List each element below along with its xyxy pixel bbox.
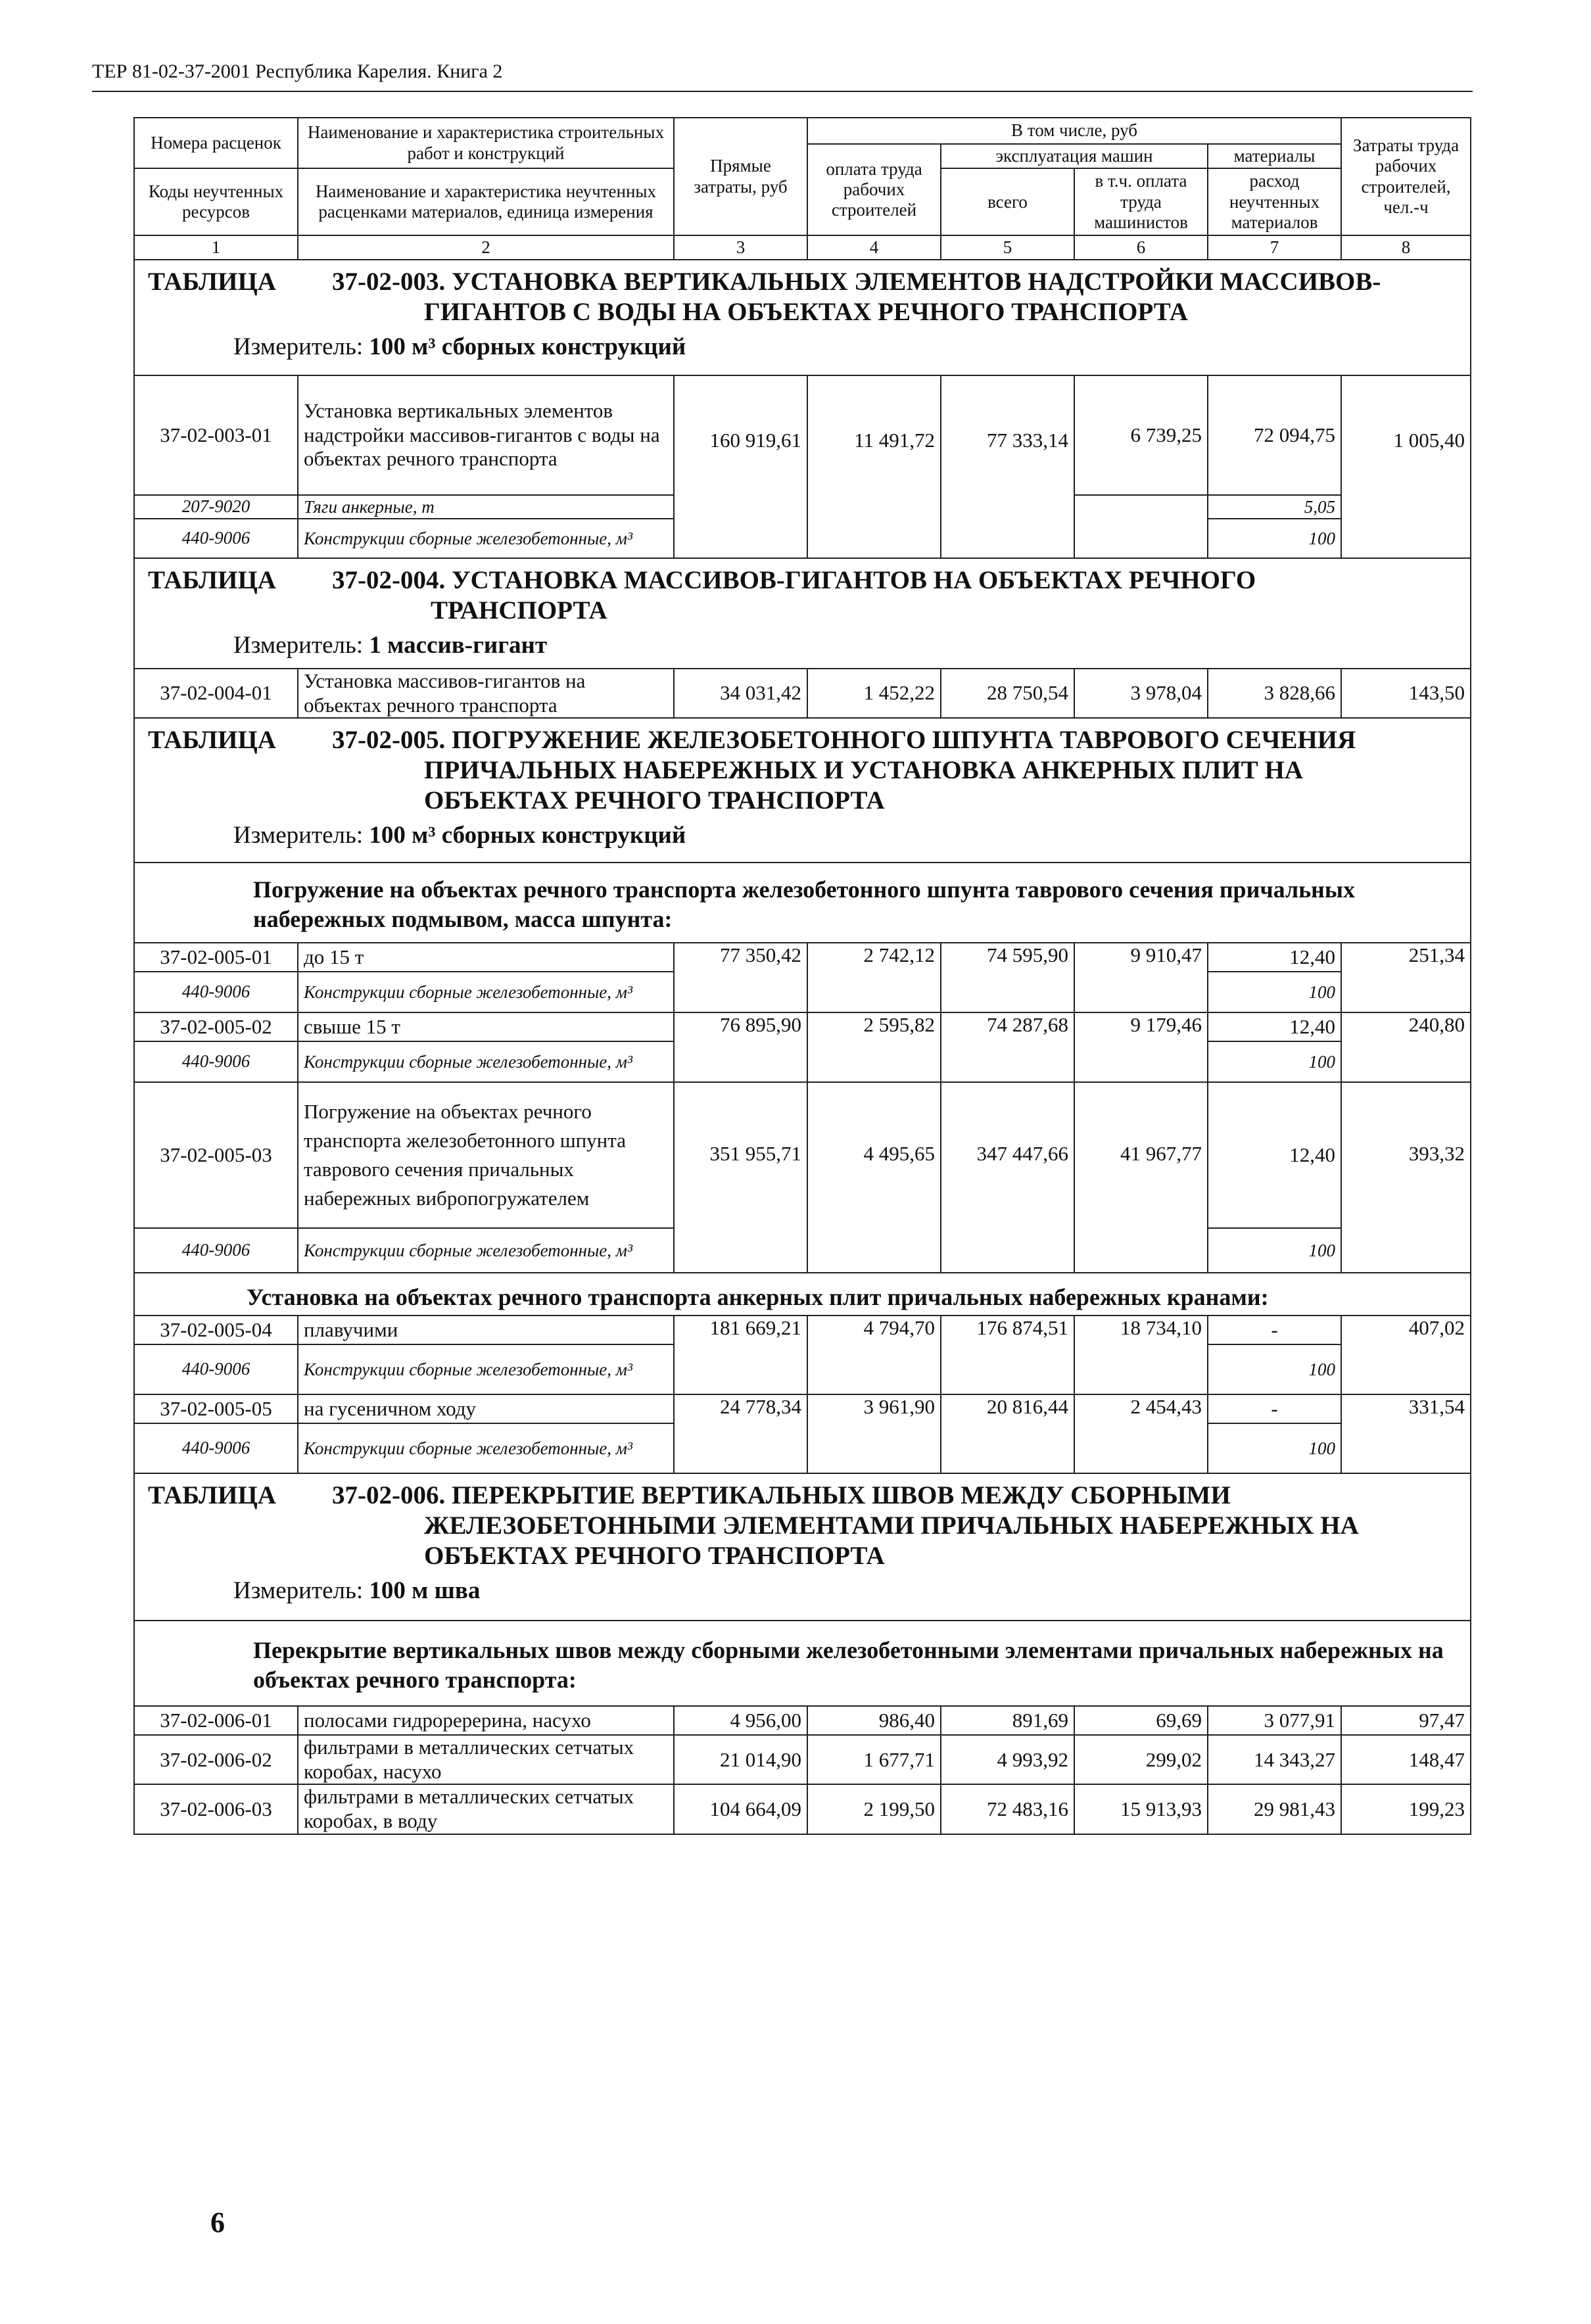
machines-total: 891,69 (941, 1706, 1074, 1735)
col-header-including: В том числе, руб (807, 118, 1341, 144)
direct-costs: 21 014,90 (674, 1735, 807, 1784)
table-row (134, 1784, 1471, 1834)
labor-pay: 1 452,22 (807, 669, 941, 718)
labor-cost: 1 005,40 (1341, 375, 1471, 558)
resource-code: 440-9006 (134, 1041, 298, 1082)
title-line: 37-02-003. УСТАНОВКА ВЕРТИКАЛЬНЫХ ЭЛЕМЕНТОВ НАДСТРОЙКИ МАССИВОВ- (332, 268, 1381, 296)
resource-name: Конструкции сборные железобетонные, м³ (298, 1344, 674, 1394)
labor-pay: 4 495,65 (807, 1082, 941, 1273)
rate-name: полосами гидроререрина, насухо (298, 1706, 674, 1735)
title-line: 37-02-004. УСТАНОВКА МАССИВОВ-ГИГАНТОВ НА ОБЪЕКТАХ РЕЧНОГО (332, 566, 1256, 595)
resource-code: 440-9006 (134, 519, 298, 558)
empty-cell (1074, 495, 1208, 558)
labor-cost: 199,23 (1341, 1784, 1471, 1834)
col-header-machines: эксплуатация машин (941, 144, 1208, 168)
rate-name: на гусеничном ходу (298, 1394, 674, 1423)
resource-name: Конструкции сборные железобетонные, м³ (298, 972, 674, 1012)
col-header-codes-bottom: Коды неучтенных ресурсов (134, 168, 298, 235)
table-row (134, 1316, 1471, 1344)
rate-code: 37-02-004-01 (134, 669, 298, 718)
materials: 29 981,43 (1208, 1784, 1341, 1834)
machines-total: 4 993,92 (941, 1735, 1074, 1784)
rate-code: 37-02-005-02 (134, 1012, 298, 1041)
resource-name: Тяги анкерные, т (298, 495, 674, 519)
title-line: 37-02-005. ПОГРУЖЕНИЕ ЖЕЛЕЗОБЕТОННОГО ШПУНТА ТАВРОВОГО СЕЧЕНИЯ (332, 726, 1356, 755)
direct-costs: 24 778,34 (674, 1394, 807, 1473)
machines-total: 72 483,16 (941, 1784, 1074, 1834)
machines-total: 77 333,14 (941, 375, 1074, 558)
labor-cost: 143,50 (1341, 669, 1471, 718)
materials: 72 094,75 (1208, 375, 1341, 495)
rate-code: 37-02-005-03 (134, 1082, 298, 1228)
resource-qty: 100 (1208, 519, 1341, 558)
table-row (134, 1735, 1471, 1784)
materials: 12,40 (1208, 1012, 1341, 1041)
labor-cost: 331,54 (1341, 1394, 1471, 1473)
group-heading: Установка на объектах речного транспорта анкерных плит причальных набережных кранами: (134, 1273, 1471, 1316)
machines-total: 28 750,54 (941, 669, 1074, 718)
col-number: 1 (134, 235, 298, 260)
table-label: ТАБЛИЦА (148, 726, 276, 755)
table-title-37-02-005 (134, 718, 1471, 863)
col-number: 2 (298, 235, 674, 260)
unit-line: Измеритель: 100 м³ сборных конструкций (233, 822, 686, 849)
title-line: ТРАНСПОРТА (431, 596, 607, 625)
rate-code: 37-02-005-01 (134, 943, 298, 972)
resource-qty: 100 (1208, 1423, 1341, 1473)
table-title-37-02-003 (134, 260, 1471, 375)
materials: 14 343,27 (1208, 1735, 1341, 1784)
title-line: ПРИЧАЛЬНЫХ НАБЕРЕЖНЫХ И УСТАНОВКА АНКЕРНЫХ ПЛИТ НА (424, 756, 1304, 785)
rate-code: 37-02-006-03 (134, 1784, 298, 1834)
col-header-materials: материалы (1208, 144, 1341, 168)
title-line: ЖЕЛЕЗОБЕТОННЫМИ ЭЛЕМЕНТАМИ ПРИЧАЛЬНЫХ НАБЕРЕЖНЫХ НА (424, 1511, 1359, 1540)
column-number-row (134, 235, 1471, 260)
rate-name: Погружение на объектах речного транспорта железобетонного шпунта таврового сечения причальных набережных вибропогружателем (298, 1082, 674, 1228)
table-row (134, 375, 1471, 495)
labor-pay: 1 677,71 (807, 1735, 941, 1784)
unit-line: Измеритель: 1 массив-гигант (233, 632, 548, 659)
labor-cost: 407,02 (1341, 1316, 1471, 1394)
rate-name: свыше 15 т (298, 1012, 674, 1041)
resource-name: Конструкции сборные железобетонные, м³ (298, 1041, 674, 1082)
resource-qty: 5,05 (1208, 495, 1341, 519)
unit-line: Измеритель: 100 м³ сборных конструкций (233, 333, 686, 361)
col-header-codes-top: Номера расценок (134, 118, 298, 168)
rate-code: 37-02-006-01 (134, 1706, 298, 1735)
unit-value: 1 массив-гигант (369, 632, 548, 659)
running-head: ТЕР 81-02-37-2001 Республика Карелия. Книга 2 (92, 60, 503, 82)
operators-pay: 9 179,46 (1074, 1012, 1208, 1082)
col-header-labor-pay: оплата труда рабочих строителей (807, 144, 941, 235)
operators-pay: 2 454,43 (1074, 1394, 1208, 1473)
operators-pay: 18 734,10 (1074, 1316, 1208, 1394)
machines-total: 74 595,90 (941, 943, 1074, 1012)
labor-cost: 251,34 (1341, 943, 1471, 1012)
col-header-name-bottom: Наименование и характеристика неучтенных расценками материалов, единица измерения (298, 168, 674, 235)
resource-name: Конструкции сборные железобетонные, м³ (298, 1423, 674, 1473)
labor-cost: 393,32 (1341, 1082, 1471, 1273)
col-header-incl-operators: в т.ч. оплата труда машинистов (1074, 168, 1208, 235)
labor-cost: 148,47 (1341, 1735, 1471, 1784)
unit-value: 100 м³ сборных конструкций (369, 822, 686, 849)
table-label: ТАБЛИЦА (148, 1481, 276, 1510)
labor-cost: 240,80 (1341, 1012, 1471, 1082)
rate-code: 37-02-005-04 (134, 1316, 298, 1344)
labor-pay: 3 961,90 (807, 1394, 941, 1473)
labor-cost: 97,47 (1341, 1706, 1471, 1735)
machines-total: 74 287,68 (941, 1012, 1074, 1082)
direct-costs: 77 350,42 (674, 943, 807, 1012)
machines-total: 347 447,66 (941, 1082, 1074, 1273)
machines-total: 20 816,44 (941, 1394, 1074, 1473)
table-row (134, 1082, 1471, 1228)
table-row (134, 1012, 1471, 1041)
direct-costs: 76 895,90 (674, 1012, 807, 1082)
col-number: 8 (1341, 235, 1471, 260)
machines-total: 176 874,51 (941, 1316, 1074, 1394)
table-label: ТАБЛИЦА (148, 566, 276, 595)
title-line: ОБЪЕКТАХ РЕЧНОГО ТРАНСПОРТА (424, 1542, 885, 1571)
col-header-unaccounted: расход неучтенных материалов (1208, 168, 1341, 235)
operators-pay: 6 739,25 (1074, 375, 1208, 495)
resource-name: Конструкции сборные железобетонные, м³ (298, 519, 674, 558)
unit-line: Измеритель: 100 м шва (233, 1577, 481, 1605)
resource-code: 207-9020 (134, 495, 298, 519)
price-table-document (133, 117, 1470, 1835)
operators-pay: 15 913,93 (1074, 1784, 1208, 1834)
resource-qty: 100 (1208, 1041, 1341, 1082)
table-row (134, 1706, 1471, 1735)
rate-name: до 15 т (298, 943, 674, 972)
labor-pay: 4 794,70 (807, 1316, 941, 1394)
col-number: 5 (941, 235, 1074, 260)
operators-pay: 299,02 (1074, 1735, 1208, 1784)
direct-costs: 351 955,71 (674, 1082, 807, 1273)
operators-pay: 41 967,77 (1074, 1082, 1208, 1273)
rate-name: Установка вертикальных элементов надстройки массивов-гигантов с воды на объектах речного транспорта (298, 375, 674, 495)
col-number: 3 (674, 235, 807, 260)
unit-value: 100 м шва (369, 1577, 481, 1605)
col-header-labor-cost: Затраты труда рабочих строителей, чел.-ч (1341, 118, 1471, 235)
table-title-37-02-006 (134, 1473, 1471, 1621)
resource-qty: 100 (1208, 1344, 1341, 1394)
direct-costs: 4 956,00 (674, 1706, 807, 1735)
col-header-direct-costs: Прямые затраты, руб (674, 118, 807, 235)
resource-qty: 100 (1208, 1228, 1341, 1273)
direct-costs: 181 669,21 (674, 1316, 807, 1394)
labor-pay: 2 595,82 (807, 1012, 941, 1082)
materials: 12,40 (1208, 1082, 1341, 1228)
labor-pay: 2 742,12 (807, 943, 941, 1012)
resource-code: 440-9006 (134, 1228, 298, 1273)
title-line: ОБЪЕКТАХ РЕЧНОГО ТРАНСПОРТА (424, 786, 885, 815)
materials: 3 828,66 (1208, 669, 1341, 718)
resource-code: 440-9006 (134, 972, 298, 1012)
header-rule (92, 91, 1473, 92)
rate-code: 37-02-006-02 (134, 1735, 298, 1784)
materials: 12,40 (1208, 943, 1341, 972)
rate-code: 37-02-003-01 (134, 375, 298, 495)
labor-pay: 11 491,72 (807, 375, 941, 558)
group-heading: Погружение на объектах речного транспорта железобетонного шпунта таврового сечения причальных набережных подмывом, масса шпунта: (134, 863, 1471, 943)
operators-pay: 3 978,04 (1074, 669, 1208, 718)
operators-pay: 69,69 (1074, 1706, 1208, 1735)
labor-pay: 2 199,50 (807, 1784, 941, 1834)
col-number: 6 (1074, 235, 1208, 260)
rate-name: плавучими (298, 1316, 674, 1344)
table-row (134, 943, 1471, 972)
resource-code: 440-9006 (134, 1423, 298, 1473)
col-number: 7 (1208, 235, 1341, 260)
price-table (133, 117, 1471, 1835)
direct-costs: 34 031,42 (674, 669, 807, 718)
materials: - (1208, 1316, 1341, 1344)
rate-name: Установка массивов-гигантов на объектах речного транспорта (298, 669, 674, 718)
direct-costs: 104 664,09 (674, 1784, 807, 1834)
table-row (134, 669, 1471, 718)
labor-pay: 986,40 (807, 1706, 941, 1735)
table-label: ТАБЛИЦА (148, 268, 276, 296)
resource-qty: 100 (1208, 972, 1341, 1012)
title-line: ГИГАНТОВ С ВОДЫ НА ОБЪЕКТАХ РЕЧНОГО ТРАНСПОРТА (424, 298, 1188, 327)
title-line: 37-02-006. ПЕРЕКРЫТИЕ ВЕРТИКАЛЬНЫХ ШВОВ МЕЖДУ СБОРНЫМИ (332, 1481, 1231, 1510)
unit-value: 100 м³ сборных конструкций (369, 333, 686, 361)
direct-costs: 160 919,61 (674, 375, 807, 558)
table-title-37-02-004 (134, 558, 1471, 669)
resource-name: Конструкции сборные железобетонные, м³ (298, 1228, 674, 1273)
table-row (134, 1394, 1471, 1423)
rate-code: 37-02-005-05 (134, 1394, 298, 1423)
page-number: 6 (210, 2206, 225, 2239)
col-number: 4 (807, 235, 941, 260)
materials: - (1208, 1394, 1341, 1423)
col-header-machines-total: всего (941, 168, 1074, 235)
materials: 3 077,91 (1208, 1706, 1341, 1735)
resource-code: 440-9006 (134, 1344, 298, 1394)
rate-name: фильтрами в металлических сетчатых коробах, насухо (298, 1735, 674, 1784)
rate-name: фильтрами в металлических сетчатых коробах, в воду (298, 1784, 674, 1834)
group-heading: Перекрытие вертикальных швов между сборными железобетонными элементами причальных набережных на объектах речного транспорта: (134, 1621, 1471, 1706)
col-header-name-top: Наименование и характеристика строительных работ и конструкций (298, 118, 674, 168)
operators-pay: 9 910,47 (1074, 943, 1208, 1012)
